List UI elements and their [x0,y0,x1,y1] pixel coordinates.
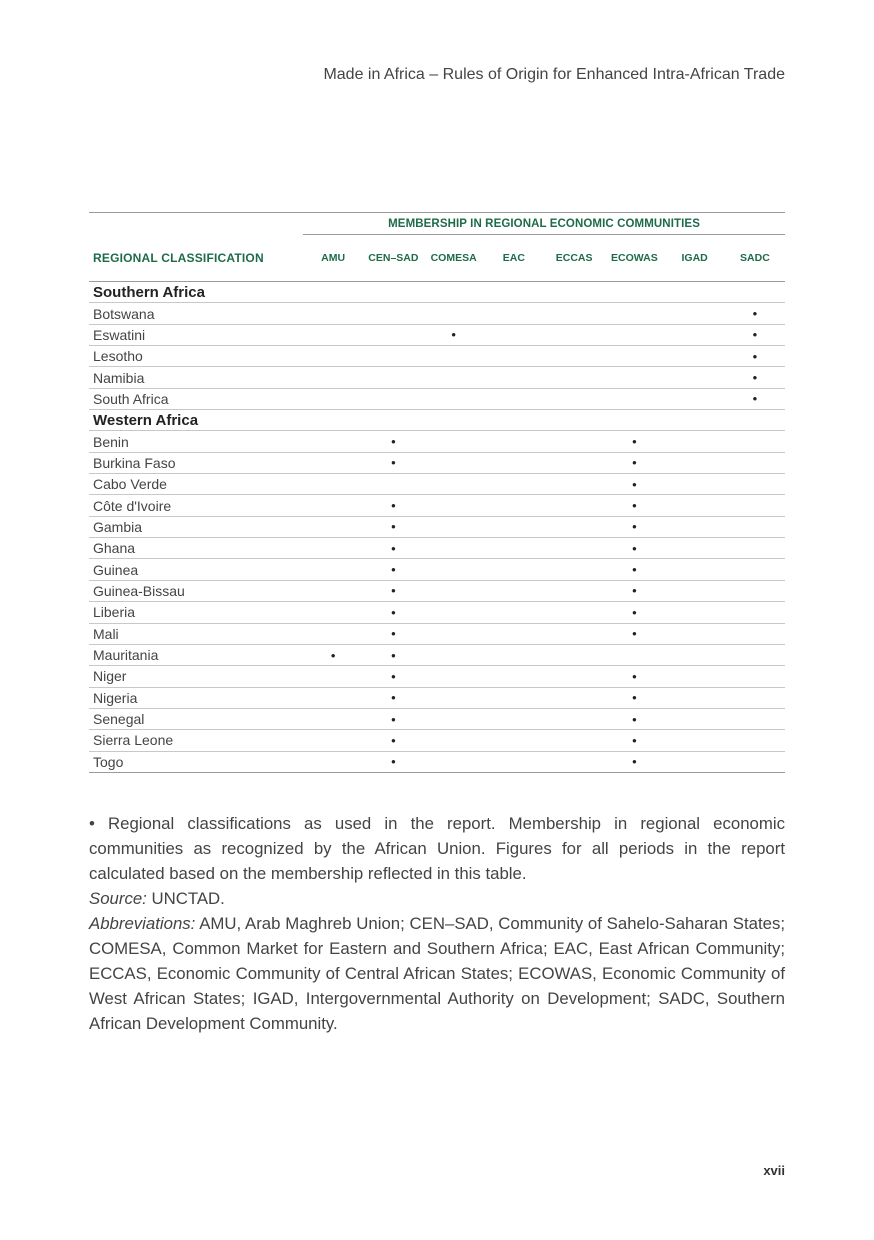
country-name: Liberia [89,602,303,623]
table-row [89,708,785,729]
membership-cell-cen-sad [363,431,423,452]
country-name: Nigeria [89,687,303,708]
membership-cell-comesa [424,730,484,751]
regional-classification-header: REGIONAL CLASSIFICATION [89,235,303,282]
membership-cell-eac [484,644,544,665]
membership-cell-ecowas [604,602,664,623]
membership-cell-sadc [725,431,785,452]
country-name: Ghana [89,538,303,559]
country-name: Burkina Faso [89,452,303,473]
membership-cell-cen-sad [363,538,423,559]
membership-cell-comesa [424,708,484,729]
membership-cell-sadc [725,580,785,601]
column-header-cen-sad: CEN–SAD [363,235,423,282]
abbreviations-label: Abbreviations: [89,914,196,933]
membership-cell-eac [484,623,544,644]
table-notes [89,811,785,1036]
membership-dot: • [391,540,396,556]
membership-dot: • [632,583,637,599]
membership-dot: • [391,690,396,706]
region-name: Western Africa [89,410,785,431]
membership-cell-cen-sad [363,324,423,345]
membership-cell-igad [665,516,725,537]
membership-cell-eccas [544,495,604,516]
membership-cell-comesa [424,580,484,601]
membership-cell-amu [303,623,363,644]
membership-cell-eac [484,666,544,687]
table-row [89,580,785,601]
membership-cell-ecowas [604,474,664,495]
abbreviations-text: AMU, Arab Maghreb Union; CEN–SAD, Community of Sahelo-Saharan States; COMESA, Common Market for Eastern and Southern Africa; EAC, East African Community; ECCAS, Economic Community of Central African States; ECOWAS, Economic Community of West African States; IGAD, Intergovernmental Authority on Development; SADC, Southern African Development Community. [89,914,785,1033]
membership-cell-comesa [424,367,484,388]
membership-cell-igad [665,708,725,729]
membership-cell-eccas [544,708,604,729]
membership-cell-ecowas [604,431,664,452]
source-label: Source: [89,889,147,908]
membership-cell-comesa [424,388,484,409]
membership-cell-comesa [424,623,484,644]
column-header-row [89,235,785,282]
membership-cell-comesa [424,559,484,580]
membership-cell-amu [303,687,363,708]
membership-dot: • [391,732,396,748]
table-row [89,474,785,495]
region-row [89,282,785,303]
membership-cell-comesa [424,324,484,345]
membership-dot: • [752,348,758,364]
membership-cell-sadc [725,602,785,623]
membership-cell-eccas [544,474,604,495]
membership-cell-sadc [725,623,785,644]
country-name: Niger [89,666,303,687]
membership-cell-sadc [725,666,785,687]
membership-cell-amu [303,346,363,367]
membership-cell-igad [665,644,725,665]
membership-dot: • [632,562,637,578]
membership-cell-eccas [544,538,604,559]
membership-dot: • [391,604,396,620]
membership-dot: • [391,498,396,514]
membership-cell-ecowas [604,516,664,537]
membership-cell-eccas [544,452,604,473]
membership-cell-comesa [424,687,484,708]
membership-cell-ecowas [604,303,664,324]
column-header-ecowas: ECOWAS [604,235,664,282]
membership-cell-eccas [544,367,604,388]
membership-cell-eac [484,730,544,751]
membership-cell-sadc [725,388,785,409]
membership-cell-cen-sad [363,730,423,751]
group-header-spacer [89,213,303,235]
membership-cell-sadc [725,495,785,516]
membership-cell-comesa [424,538,484,559]
membership-cell-eac [484,602,544,623]
membership-cell-sadc [725,687,785,708]
table-row [89,431,785,452]
membership-cell-igad [665,495,725,516]
membership-cell-igad [665,623,725,644]
membership-cell-eccas [544,324,604,345]
table-row [89,303,785,324]
membership-cell-amu [303,303,363,324]
membership-cell-amu [303,538,363,559]
membership-dot: • [632,476,637,492]
membership-cell-ecowas [604,580,664,601]
membership-cell-eac [484,388,544,409]
membership-dot: • [391,647,396,663]
abbreviations-note [89,911,785,1036]
membership-dot: • [752,370,758,386]
membership-cell-sadc [725,452,785,473]
running-title: Made in Africa – Rules of Origin for Enhanced Intra-African Trade [323,66,785,83]
membership-cell-eac [484,516,544,537]
membership-cell-comesa [424,495,484,516]
membership-cell-amu [303,474,363,495]
column-header-igad: IGAD [665,235,725,282]
membership-cell-cen-sad [363,367,423,388]
membership-cell-sadc [725,303,785,324]
table-row [89,388,785,409]
membership-cell-cen-sad [363,623,423,644]
membership-cell-ecowas [604,388,664,409]
membership-dot: • [391,434,396,450]
country-name: Guinea-Bissau [89,580,303,601]
membership-cell-amu [303,388,363,409]
membership-dot: • [391,711,396,727]
membership-cell-sadc [725,516,785,537]
membership-cell-amu [303,452,363,473]
membership-dot: • [632,519,637,535]
membership-cell-cen-sad [363,687,423,708]
country-name: Botswana [89,303,303,324]
membership-cell-cen-sad [363,495,423,516]
membership-dot: • [391,754,396,770]
membership-cell-cen-sad [363,452,423,473]
membership-cell-igad [665,346,725,367]
membership-cell-eac [484,452,544,473]
table-row [89,644,785,665]
country-name: Cabo Verde [89,474,303,495]
membership-cell-comesa [424,303,484,324]
membership-cell-eccas [544,751,604,772]
membership-dot: • [330,647,336,663]
membership-cell-eccas [544,687,604,708]
country-name: Mali [89,623,303,644]
country-name: Guinea [89,559,303,580]
membership-cell-eccas [544,644,604,665]
membership-cell-eccas [544,623,604,644]
membership-cell-igad [665,559,725,580]
membership-cell-ecowas [604,495,664,516]
page-number: xvii [763,1163,785,1178]
membership-cell-ecowas [604,452,664,473]
membership-cell-ecowas [604,538,664,559]
membership-cell-igad [665,303,725,324]
membership-cell-comesa [424,431,484,452]
membership-cell-sadc [725,559,785,580]
membership-cell-sadc [725,708,785,729]
membership-dot: • [632,498,637,514]
source-text: UNCTAD. [146,889,225,908]
membership-dot: • [632,690,637,706]
membership-cell-amu [303,495,363,516]
membership-cell-igad [665,751,725,772]
membership-cell-igad [665,580,725,601]
membership-cell-sadc [725,367,785,388]
membership-cell-ecowas [604,367,664,388]
membership-cell-cen-sad [363,580,423,601]
table-row [89,367,785,388]
membership-cell-igad [665,452,725,473]
membership-cell-comesa [424,751,484,772]
membership-cell-cen-sad [363,516,423,537]
membership-cell-eac [484,324,544,345]
membership-cell-igad [665,324,725,345]
membership-cell-comesa [424,346,484,367]
membership-cell-igad [665,602,725,623]
membership-dot: • [632,732,637,748]
membership-cell-eccas [544,388,604,409]
group-header: MEMBERSHIP IN REGIONAL ECONOMIC COMMUNITIES [303,213,785,235]
membership-cell-amu [303,367,363,388]
membership-cell-eac [484,367,544,388]
membership-dot: • [632,626,637,642]
membership-dot: • [632,754,637,770]
membership-dot: • [632,540,637,556]
membership-cell-cen-sad [363,303,423,324]
membership-cell-eccas [544,559,604,580]
country-name: Sierra Leone [89,730,303,751]
membership-cell-ecowas [604,687,664,708]
membership-cell-eccas [544,431,604,452]
membership-cell-igad [665,730,725,751]
membership-cell-eac [484,708,544,729]
membership-dot: • [391,455,396,471]
membership-cell-eac [484,580,544,601]
membership-cell-amu [303,324,363,345]
membership-dot: • [632,668,637,684]
membership-cell-igad [665,431,725,452]
table-row [89,666,785,687]
table-row [89,538,785,559]
group-header-row [89,213,785,235]
membership-cell-amu [303,580,363,601]
membership-cell-eccas [544,346,604,367]
membership-cell-amu [303,708,363,729]
membership-cell-comesa [424,666,484,687]
membership-cell-sadc [725,474,785,495]
country-name: Côte d'Ivoire [89,495,303,516]
table-row [89,452,785,473]
membership-cell-igad [665,388,725,409]
membership-cell-sadc [725,644,785,665]
membership-cell-ecowas [604,666,664,687]
membership-cell-ecowas [604,644,664,665]
column-header-eccas: ECCAS [544,235,604,282]
table-row [89,346,785,367]
membership-cell-cen-sad [363,388,423,409]
membership-cell-igad [665,687,725,708]
membership-dot: • [391,626,396,642]
membership-cell-cen-sad [363,346,423,367]
membership-cell-comesa [424,452,484,473]
column-header-eac: EAC [484,235,544,282]
table-row [89,623,785,644]
country-name: Gambia [89,516,303,537]
membership-cell-sadc [725,324,785,345]
membership-cell-amu [303,644,363,665]
membership-cell-eac [484,687,544,708]
membership-cell-amu [303,516,363,537]
membership-cell-eac [484,303,544,324]
membership-cell-amu [303,730,363,751]
membership-dot: • [752,327,758,343]
membership-cell-eccas [544,580,604,601]
membership-cell-eac [484,346,544,367]
country-name: Eswatini [89,324,303,345]
table-row [89,495,785,516]
membership-cell-eccas [544,602,604,623]
membership-dot: • [632,604,637,620]
membership-cell-cen-sad [363,602,423,623]
table-body [89,282,785,773]
table-row [89,730,785,751]
region-row [89,410,785,431]
country-name: Lesotho [89,346,303,367]
membership-cell-ecowas [604,730,664,751]
country-name: Namibia [89,367,303,388]
membership-cell-igad [665,474,725,495]
membership-dot: • [632,434,637,450]
membership-cell-amu [303,666,363,687]
column-header-amu: AMU [303,235,363,282]
membership-cell-eac [484,538,544,559]
country-name: Togo [89,751,303,772]
source-note [89,886,785,911]
membership-cell-eac [484,751,544,772]
membership-cell-ecowas [604,559,664,580]
table-row [89,751,785,772]
membership-cell-cen-sad [363,559,423,580]
membership-cell-cen-sad [363,751,423,772]
membership-dot: • [752,306,758,322]
table-row [89,324,785,345]
membership-cell-cen-sad [363,644,423,665]
rec-membership-table [89,212,785,773]
membership-cell-eac [484,495,544,516]
membership-cell-comesa [424,644,484,665]
membership-dot: • [752,391,758,407]
membership-cell-sadc [725,730,785,751]
country-name: Benin [89,431,303,452]
membership-cell-igad [665,538,725,559]
membership-dot: • [391,668,396,684]
membership-cell-amu [303,751,363,772]
membership-dot: • [632,455,637,471]
membership-dot: • [391,562,396,578]
membership-cell-ecowas [604,623,664,644]
column-header-comesa: COMESA [424,235,484,282]
membership-cell-cen-sad [363,666,423,687]
table-row [89,687,785,708]
column-header-sadc: SADC [725,235,785,282]
footnote: • Regional classifications as used in the report. Membership in regional economic communities as recognized by the African Union. Figures for all periods in the report calculated based on the membership reflected in this table. [89,814,785,883]
membership-cell-eac [484,431,544,452]
membership-cell-sadc [725,346,785,367]
membership-cell-igad [665,367,725,388]
membership-cell-ecowas [604,751,664,772]
membership-dot: • [391,519,396,535]
membership-cell-amu [303,559,363,580]
membership-cell-ecowas [604,346,664,367]
membership-dot: • [451,327,456,343]
country-name: Mauritania [89,644,303,665]
membership-cell-eccas [544,730,604,751]
table-row [89,559,785,580]
table-row [89,602,785,623]
membership-cell-sadc [725,538,785,559]
membership-dot: • [632,711,637,727]
table-row [89,516,785,537]
membership-cell-eac [484,559,544,580]
membership-dot: • [391,583,396,599]
membership-cell-comesa [424,474,484,495]
membership-cell-ecowas [604,324,664,345]
membership-cell-comesa [424,516,484,537]
membership-cell-eac [484,474,544,495]
membership-cell-eccas [544,516,604,537]
region-name: Southern Africa [89,282,785,303]
country-name: South Africa [89,388,303,409]
membership-cell-cen-sad [363,708,423,729]
membership-cell-comesa [424,602,484,623]
membership-cell-sadc [725,751,785,772]
country-name: Senegal [89,708,303,729]
membership-cell-amu [303,602,363,623]
membership-cell-ecowas [604,708,664,729]
membership-cell-amu [303,431,363,452]
membership-cell-cen-sad [363,474,423,495]
membership-cell-eccas [544,666,604,687]
membership-cell-igad [665,666,725,687]
membership-cell-eccas [544,303,604,324]
